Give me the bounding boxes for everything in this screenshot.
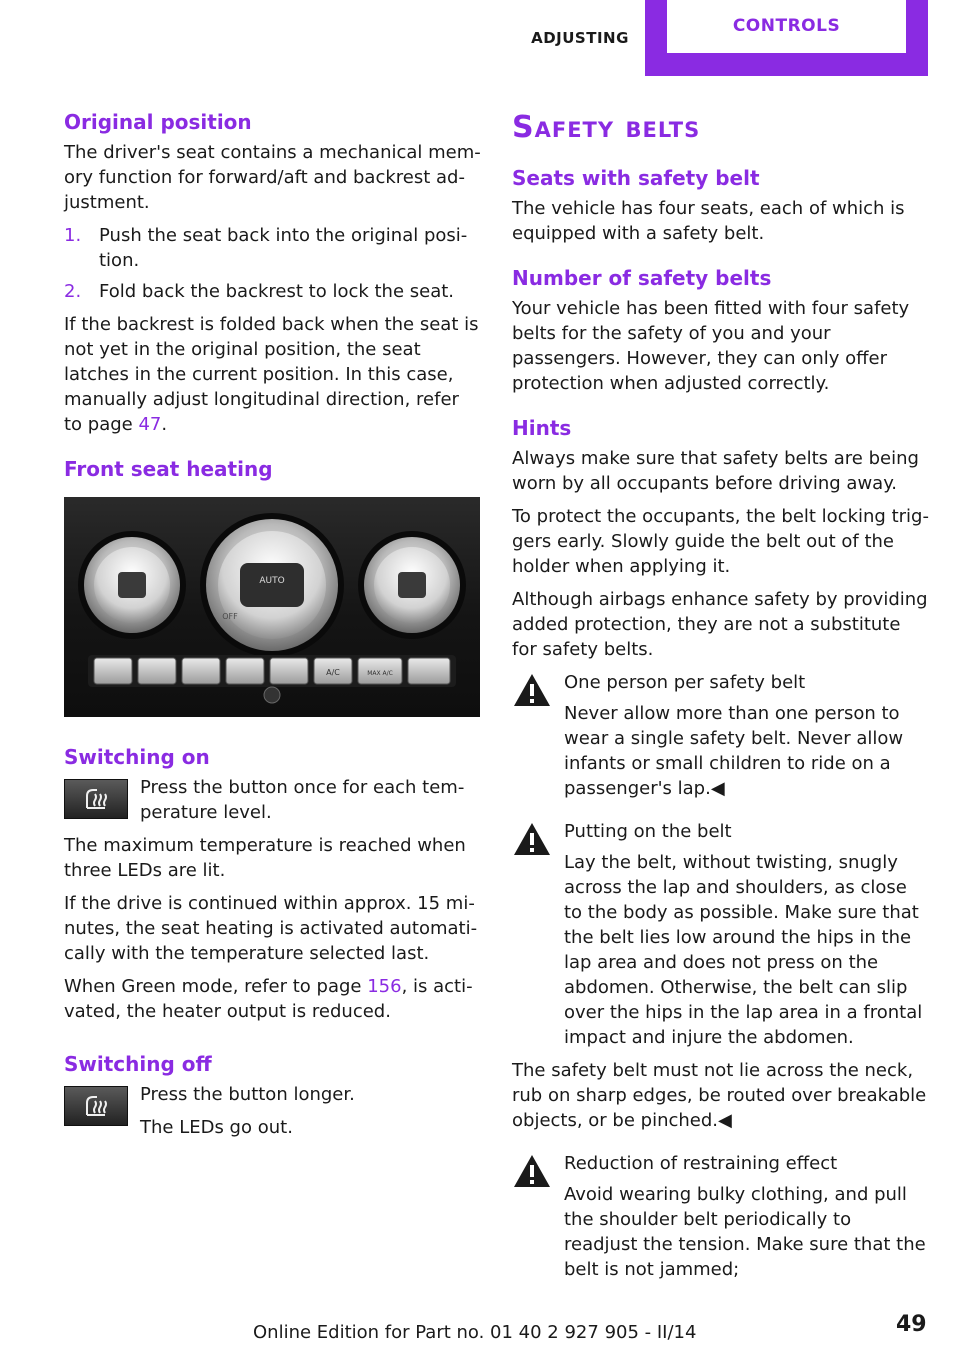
note-end: . [161, 414, 168, 435]
page-footer [0, 1312, 960, 1348]
warning-block [512, 819, 930, 1050]
switching-on-instruction: Press the button once for each temperature level. [140, 777, 465, 823]
switching-off-l2: The LEDs go out. [140, 1117, 293, 1138]
original-position-heading: Original position [64, 110, 252, 134]
seat-heating-button-icon [64, 779, 128, 819]
warning-icon [512, 821, 552, 857]
page-link-156[interactable]: 156 [367, 976, 402, 997]
right-column [512, 108, 930, 1290]
edition-note: Online Edition for Part no. 01 40 2 927 905 - II/14 [253, 1322, 697, 1343]
step-item [64, 279, 482, 304]
p3-text: When Green mode, refer to page [64, 976, 368, 997]
warning-icon [512, 672, 552, 708]
warning-text: Avoid wearing bulky clothing, and pull the shoulder belt periodically to readjust the tension. Make sure that the belt is not jammed; [564, 1184, 926, 1280]
original-position-intro: The driver's seat contains a mechanical memory function for forward/aft and backrest adjustment. [64, 142, 481, 213]
warning-title: One person per safety belt [564, 672, 806, 693]
step-text: Push the seat back into the original position. [99, 225, 468, 271]
page-link-47[interactable]: 47 [138, 414, 162, 435]
number-text: Your vehicle has been fitted with four safety belts for the safety of you and your passengers. However, they can only offer protection when adjusted correctly. [512, 298, 910, 394]
warning-block [512, 670, 930, 801]
p3-end: , is activated, the heater output is reduced. [64, 976, 473, 1022]
warning-title: Putting on the belt [564, 821, 732, 842]
climate-control-panel-photo [64, 497, 480, 717]
switching-on-p2: If the drive is continued within approx. 15 minutes, the seat heating is activated automatically with the temperature selected last. [64, 893, 478, 964]
seat-heating-button-icon [64, 1086, 128, 1126]
warning-title: Reduction of restraining effect [564, 1153, 838, 1174]
left-column [64, 108, 482, 1148]
max-ac-label: MAX A/C [367, 670, 393, 677]
warning-icon [512, 1153, 552, 1189]
switching-off-l1: Press the button longer. [140, 1084, 355, 1105]
warning-text-continued: The safety belt must not lie across the neck, rub on sharp edges, be routed over breakable objects, or be pinched.◀ [512, 1060, 927, 1131]
switching-on-heading: Switching on [64, 745, 210, 769]
seats-text: The vehicle has four seats, each of which is equipped with a safety belt. [512, 198, 905, 244]
switching-on-row [64, 775, 482, 833]
switching-off-heading: Switching off [64, 1052, 212, 1076]
front-seat-heating-heading: Front seat heating [64, 457, 273, 481]
off-label: OFF [222, 612, 238, 621]
safety-belts-heading: Safety belts [512, 110, 701, 145]
switching-on-p1: The maximum temperature is reached when three LEDs are lit. [64, 835, 466, 881]
switching-off-row [64, 1082, 482, 1148]
hints-p1: Always make sure that safety belts are being worn by all occupants before driving away. [512, 448, 919, 494]
step-text: Fold back the backrest to lock the seat. [99, 281, 455, 302]
hints-p3: Although airbags enhance safety by providing added protection, they are not a substitute for safety belts. [512, 589, 928, 660]
hints-heading: Hints [512, 416, 572, 440]
header-chapter-tab [645, 0, 928, 76]
header-section-label: ADJUSTING [531, 28, 629, 47]
ac-label: A/C [326, 668, 340, 677]
step-item [64, 223, 482, 273]
original-position-note [64, 312, 482, 437]
number-heading: Number of safety belts [512, 266, 772, 290]
step-number: 2. [64, 281, 82, 302]
note-text: If the backrest is folded back when the seat is not yet in the original position, the seat latches in the current position. In this case, manually adjust longitudinal direction, refer to page [64, 314, 479, 435]
switching-on-p3 [64, 974, 482, 1024]
page-number: 49 [896, 1312, 927, 1337]
warning-text: Lay the belt, without twisting, snugly across the lap and shoulders, as close to the body as possible. Make sure that the belt lies low around the hips in the lap area and does not press on the abdomen. Otherwise, the belt can slip over the hips in the lap area in a frontal impact and injure the abdomen. [564, 852, 923, 1048]
warning-block [512, 1151, 930, 1282]
step-number: 1. [64, 225, 82, 246]
hints-p2: To protect the occupants, the belt locking triggers early. Slowly guide the belt out of the holder when applying it. [512, 506, 929, 577]
warning-text: Never allow more than one person to wear a single safety belt. Never allow infants or small children to ride on a passenger's lap.◀ [564, 703, 904, 799]
original-position-steps [64, 223, 482, 304]
header-chapter-label: CONTROLS [667, 0, 906, 53]
auto-label: AUTO [259, 576, 285, 586]
seats-heading: Seats with safety belt [512, 166, 760, 190]
